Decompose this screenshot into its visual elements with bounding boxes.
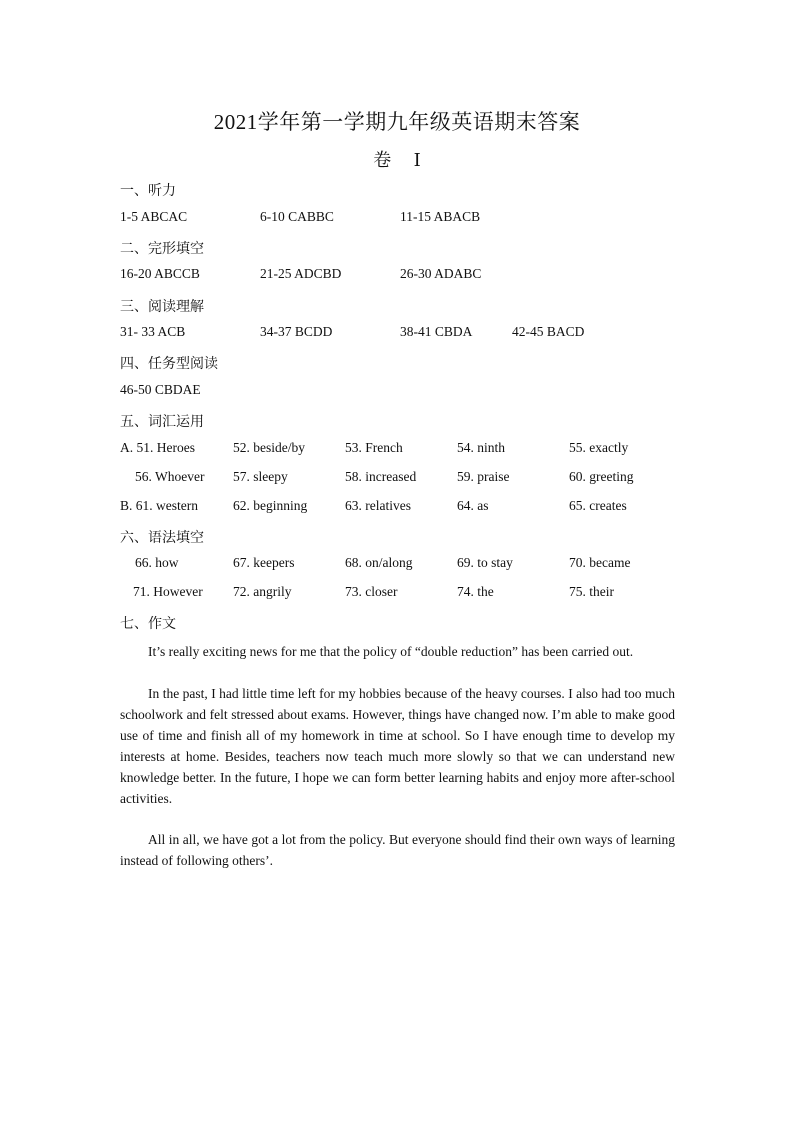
answer-group: 16-20 ABCCB — [120, 266, 200, 281]
answer-item: 68. on/along — [345, 555, 413, 570]
answer-item: 69. to stay — [457, 555, 513, 570]
answer-group: 42-45 BACD — [512, 324, 585, 339]
page-title: 2021学年第一学期九年级英语期末答案 — [213, 110, 581, 134]
answer-group: 6-10 CABBC — [260, 209, 334, 224]
answer-item: 55. exactly — [569, 440, 629, 455]
answer-item: 57. sleepy — [233, 469, 288, 484]
answer-item: 60. greeting — [569, 469, 634, 484]
answer-group: 46-50 CBDAE — [120, 382, 201, 397]
answer-item: 52. beside/by — [233, 440, 305, 455]
answer-item: 63. relatives — [345, 498, 411, 513]
answer-item: 64. as — [457, 498, 489, 513]
answer-item: 54. ninth — [457, 440, 506, 455]
answer-item: 73. closer — [345, 584, 398, 599]
section-task-reading-heading: 四、任务型阅读 — [120, 356, 218, 372]
essay-paragraph-3: All in all, we have got a lot from the policy. But everyone should find their own ways of learning instead of following others’. — [120, 832, 675, 868]
answer-item: 71. However — [133, 584, 203, 599]
answer-item: 59. praise — [457, 469, 510, 484]
answer-item: 72. angrily — [233, 584, 292, 599]
section-writing-heading: 七、作文 — [120, 616, 176, 632]
answer-item: 58. increased — [345, 469, 417, 484]
answer-item: 53. French — [345, 440, 403, 455]
answer-group: 21-25 ADCBD — [260, 266, 342, 281]
section-grammar-heading: 六、语法填空 — [120, 530, 204, 546]
essay-paragraph-2: In the past, I had little time left for my hobbies because of the heavy courses. I also had too much schoolwork and felt stressed about exams. However, things have changed now. I’m able to make good use of time and finish all of my homework in time at school. So I have enough time to develop my interests at home. Besides, teachers now teach much more slowly so that we can understand new knowledge better. In the future, I hope we can form better learning habits and enjoy more after-school activities. — [120, 686, 675, 806]
answer-item: 75. their — [569, 584, 614, 599]
answer-item: B. 61. western — [120, 498, 198, 513]
answer-group: 31- 33 ACB — [120, 324, 186, 339]
section-listening-heading: 一、听力 — [120, 183, 176, 199]
answer-item: 62. beginning — [233, 498, 308, 513]
answer-group: 11-15 ABACB — [400, 209, 481, 224]
paper-subtitle: 卷 Ⅰ — [373, 150, 421, 170]
section-vocabulary-heading: 五、词汇运用 — [120, 414, 204, 430]
answer-item: 65. creates — [569, 498, 627, 513]
answer-item: 70. became — [569, 555, 631, 570]
answer-group: 26-30 ADABC — [400, 266, 482, 281]
answer-item: 74. the — [457, 584, 494, 599]
essay-paragraph-1: It’s really exciting news for me that the policy of “double reduction” has been carried out. — [148, 644, 634, 659]
section-reading-heading: 三、阅读理解 — [120, 299, 204, 315]
answer-item: 56. Whoever — [135, 469, 205, 484]
section-cloze-heading: 二、完形填空 — [120, 241, 204, 257]
answer-group: 1-5 ABCAC — [120, 209, 188, 224]
answer-item: 66. how — [135, 555, 179, 570]
answer-item: 67. keepers — [233, 555, 295, 570]
answer-group: 34-37 BCDD — [260, 324, 333, 339]
answer-group: 38-41 CBDA — [400, 324, 473, 339]
answer-item: A. 51. Heroes — [120, 440, 195, 455]
